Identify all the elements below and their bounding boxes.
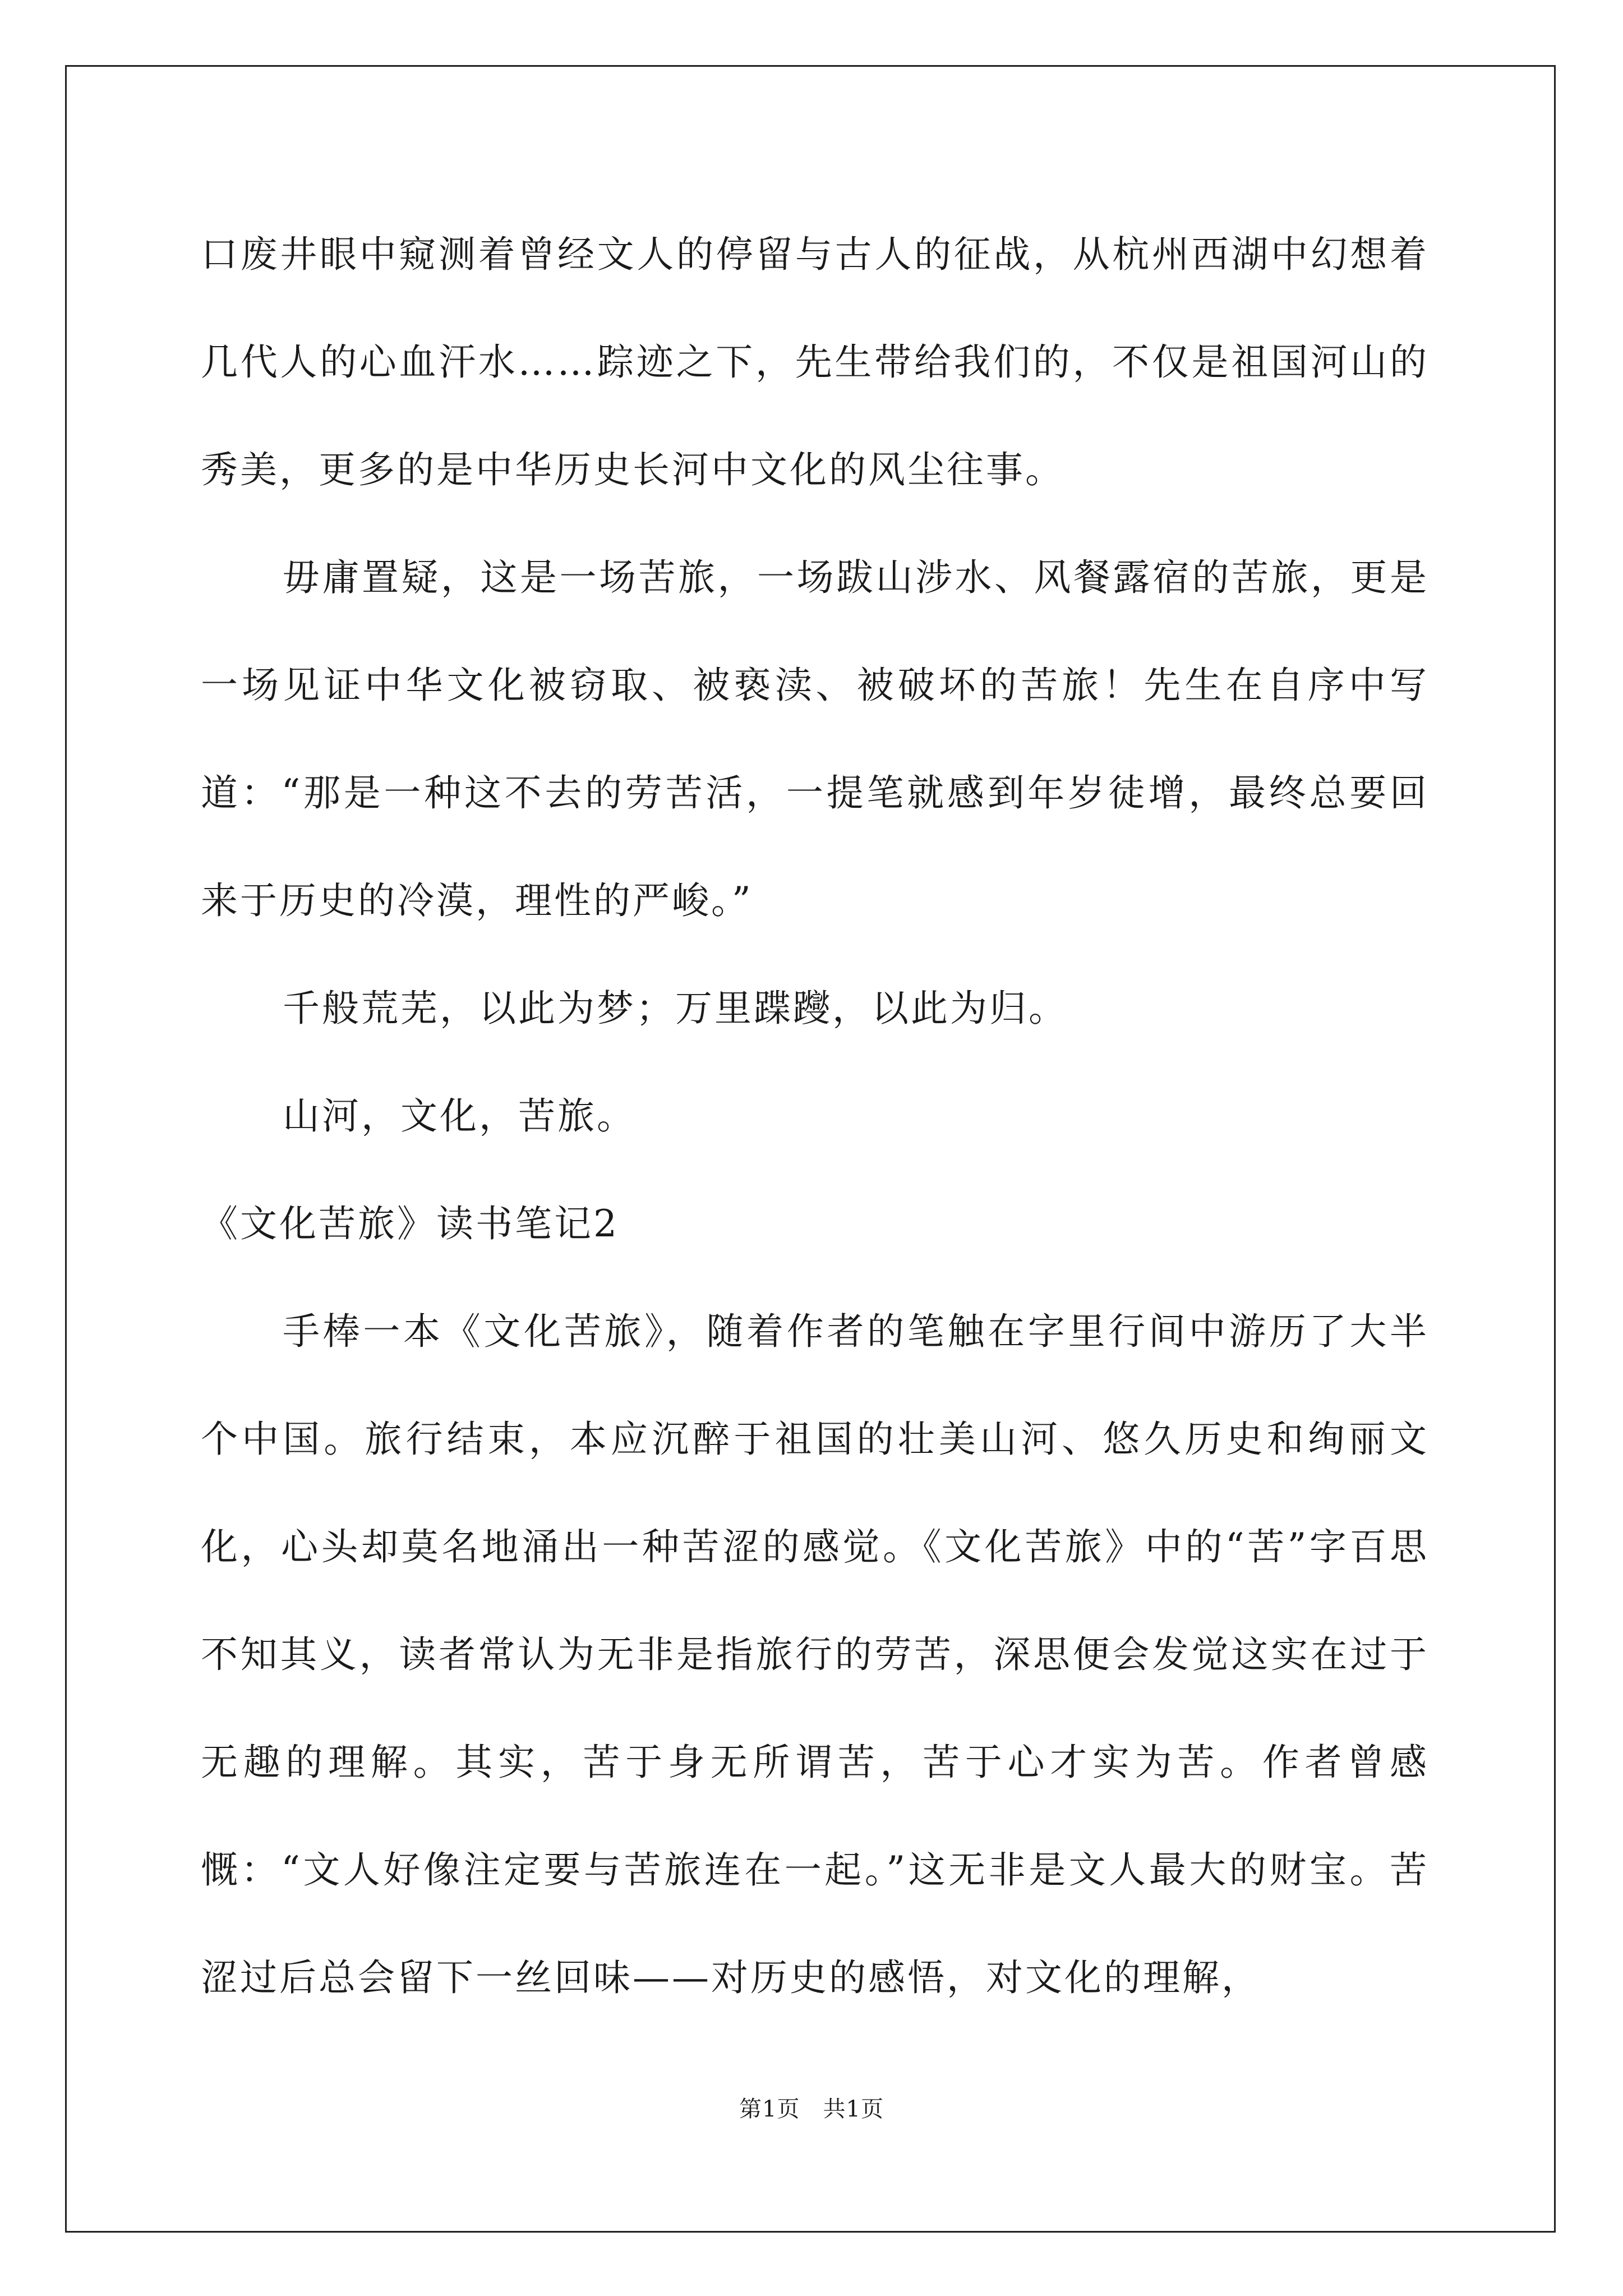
paragraph: 山河，文化，苦旅。	[283, 1094, 636, 1138]
paragraph: 手棒一本《文化苦旅》，随着作者的笔触在字里行间中游历了大半个中国。旅行结束，本应沉醉于祖国的壮美山河、悠久历史和绚丽文化，心头却莫名地涌出一种苦涩的感觉。《文化苦旅》中的“苦”字百思不知其义，读者常认为无非是指旅行的劳苦，深思便会发觉这实在过于无趣的理解。其实，苦于身无所谓苦，苦于心才实为苦。作者曾感慨：“文人好像注定要与苦旅连在一起。”这无非是文人最大的财宝。苦涩过后总会留下一丝回味——对历史的感悟，对文化的理解，	[201, 1310, 1429, 1999]
document-body	[201, 201, 1429, 2032]
section-title: 《文化苦旅》读书笔记2	[201, 1202, 619, 1245]
paragraph: 千般荒芜，以此为梦；万里蹀躞，以此为归。	[283, 987, 1068, 1030]
paragraph: 口废井眼中窥测着曾经文人的停留与古人的征战，从杭州西湖中幻想着几代人的心血汗水……踪迹之下，先生带给我们的，不仅是祖国河山的秀美，更多的是中华历史长河中文化的风尘往事。	[201, 233, 1429, 491]
paragraph: 毋庸置疑，这是一场苦旅，一场跋山涉水、风餐露宿的苦旅，更是一场见证中华文化被窃取、被亵渎、被破坏的苦旅！先生在自序中写道：“那是一种这不去的劳苦活，一提笔就感到年岁徒增，最终总要回来于历史的冷漠，理性的严峻。”	[201, 556, 1429, 922]
page-number: 第1页 共1页	[739, 2096, 884, 2122]
